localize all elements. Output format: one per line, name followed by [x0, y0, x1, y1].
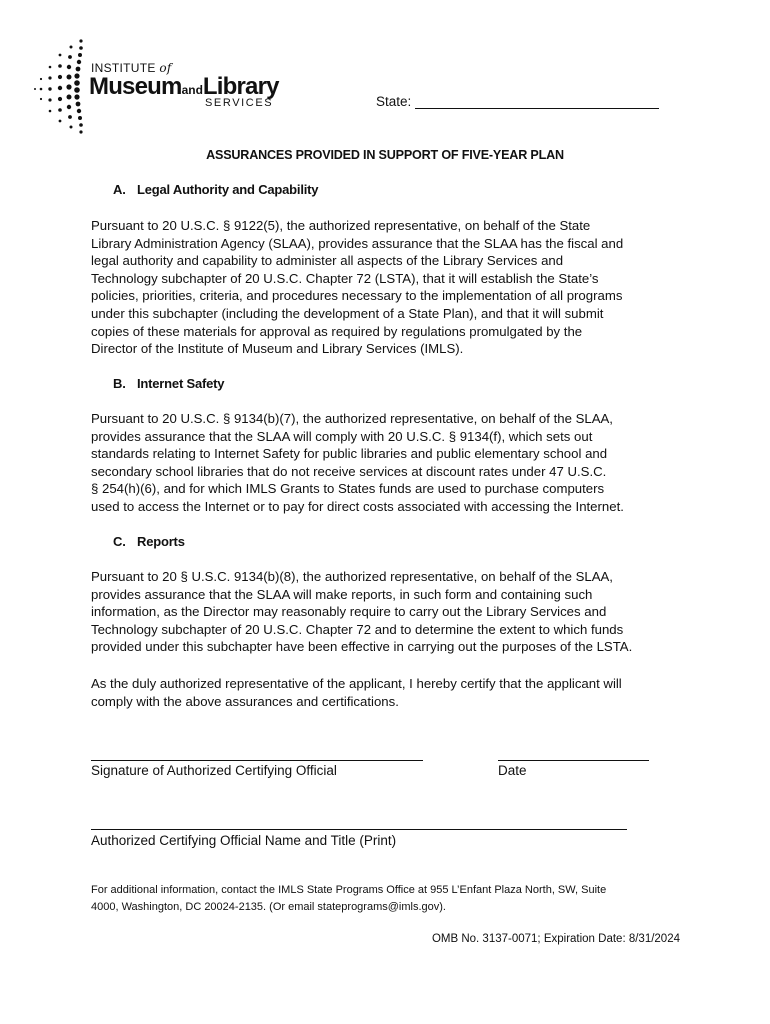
state-label: State: — [376, 94, 412, 109]
paragraph-line: comply with the above assurances and certifications. — [91, 693, 399, 709]
paragraph-line: copies of these materials for approval as required by regulations promulgated by the — [91, 323, 583, 339]
section-a-heading: A. Legal Authority and Capability — [113, 182, 319, 197]
paragraph-line: legal authority and capability to administer all aspects of the Library Services and — [91, 253, 564, 269]
paragraph-line: provides assurance that the SLAA will comply with 20 U.S.C. § 9134(f), which sets out — [91, 428, 593, 444]
paragraph-line: standards relating to Internet Safety for public libraries and public elementary school and — [91, 446, 608, 462]
paragraph-line: Library Administration Agency (SLAA), provides assurance that the SLAA has the fiscal and — [91, 235, 624, 251]
paragraph-line: Technology subchapter of 20 U.S.C. Chapter 72 (LSTA), that it will establish the State’s — [91, 270, 599, 286]
logo-institute-text: INSTITUTE of — [91, 61, 172, 75]
document-title: ASSURANCES PROVIDED IN SUPPORT OF FIVE-YEAR PLAN — [206, 148, 564, 162]
section-c-body — [91, 568, 691, 656]
state-input-line[interactable] — [415, 95, 659, 109]
contact-line: 4000, Washington, DC 20024-2135. (Or email stateprograms@imls.gov). — [91, 901, 446, 913]
imls-logo — [33, 37, 293, 137]
paragraph-line: Pursuant to 20 U.S.C. § 9122(5), the authorized representative, on behalf of the State — [91, 218, 591, 233]
certification-statement — [91, 675, 691, 710]
paragraph-line: Technology subchapter of 20 U.S.C. Chapter 72 and to determine the extent to which funds — [91, 621, 624, 637]
section-a-body — [91, 217, 691, 358]
paragraph-line: Pursuant to 20 § U.S.C. 9134(b)(8), the authorized representative, on behalf of the SLAA, — [91, 569, 613, 584]
contact-info — [91, 882, 606, 916]
paragraph-line: used to access the Internet or to pay for direct costs associated with accessing the Internet. — [91, 498, 624, 514]
section-b-body — [91, 410, 691, 516]
omb-number: OMB No. 3137-0071; Expiration Date: 8/31/2024 — [431, 933, 680, 945]
date-line[interactable] — [498, 760, 649, 761]
name-title-line[interactable] — [91, 829, 627, 830]
paragraph-line: information, as the Director may reasonably require to carry out the Library Services and — [91, 604, 607, 620]
paragraph-line: As the duly authorized representative of the applicant, I hereby certify that the applicant will — [91, 676, 622, 691]
paragraph-line: provided under this subchapter have been effective in carrying out the purposes of the LSTA. — [91, 639, 633, 655]
paragraph-line: § 254(h)(6), and for which IMLS Grants to States funds are used to purchase computers — [91, 481, 605, 497]
paragraph-line: Pursuant to 20 U.S.C. § 9134(b)(7), the authorized representative, on behalf of the SLAA, — [91, 411, 613, 426]
logo-museum-library-text: MuseumandLibrary — [89, 73, 279, 100]
signature-label: Signature of Authorized Certifying Official — [91, 763, 337, 778]
paragraph-line: under this subchapter (including the development of a State Plan), and that it will submit — [91, 305, 604, 321]
paragraph-line: policies, priorities, criteria, and procedures necessary to the implementation of all programs — [91, 288, 623, 304]
starburst-icon — [33, 37, 91, 137]
paragraph-line: secondary school libraries that do not receive services at discount rates under 47 U.S.C. — [91, 463, 607, 479]
state-field[interactable] — [376, 94, 659, 109]
date-label: Date — [498, 763, 527, 778]
signature-line[interactable] — [91, 760, 423, 761]
name-title-label: Authorized Certifying Official Name and Title (Print) — [91, 833, 397, 848]
paragraph-line: Director of the Institute of Museum and Library Services (IMLS). — [91, 341, 464, 357]
logo-services-text: SERVICES — [205, 97, 274, 109]
paragraph-line: provides assurance that the SLAA will make reports, in such form and containing such — [91, 586, 593, 602]
section-b-heading: B. Internet Safety — [113, 376, 225, 391]
contact-line: For additional information, contact the IMLS State Programs Office at 955 L’Enfant Plaza North, SW, Suite — [91, 884, 607, 896]
section-c-heading: C. Reports — [113, 534, 185, 549]
